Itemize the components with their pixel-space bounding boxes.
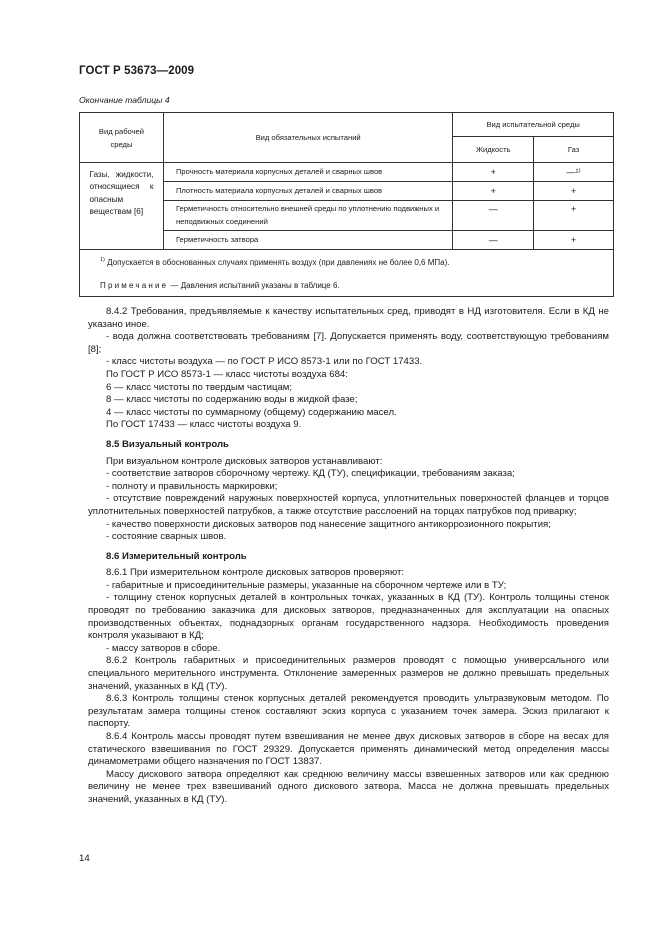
paragraph: - толщину стенок корпусных деталей в контрольных точках, указанных в КД (ТУ). Контроль толщины стенок проводят по требованию заказчика для дисковых затворов, предназначенных для эксплуатации на опасных производственных объектах, поднадзорных органам государственного надзора. Необходимость проведения контроля указывают в КД; xyxy=(88,592,609,642)
table-row-gas: + xyxy=(534,182,614,201)
section-heading: 8.6 Измерительный контроль xyxy=(106,550,247,562)
paragraph: 8.6.2 Контроль габаритных и присоединительных размеров проводят с помощью универсального или специального мерительного инструмента. Отклонение замеренных размеров не должно превышать предельных значений, указанных в КД (ТУ). xyxy=(88,655,609,692)
paragraph: 8 — класс чистоты по содержанию воды в жидкой фазе; xyxy=(106,394,358,406)
header-test-medium: Вид испытательной среды xyxy=(453,113,614,137)
table-row-liquid: + xyxy=(453,182,534,201)
section-heading: 8.5 Визуальный контроль xyxy=(106,438,229,450)
header-tests: Вид обязательных испытаний xyxy=(163,113,452,163)
table-row-gas: —¹⁾ xyxy=(534,163,614,182)
test-media-table xyxy=(79,112,614,297)
paragraph: 6 — класс чистоты по твердым частицам; xyxy=(106,381,293,393)
paragraph: - вода должна соответствовать требованиям [7]. Допускается применять воду, соответствующую требованиям [8]; xyxy=(88,331,609,355)
paragraph: - качество поверхности дисковых затворов под нанесение защитного антикоррозионного покрытия; xyxy=(106,518,551,530)
table-row-liquid: — xyxy=(453,201,534,231)
table-row-test: Плотность материала корпусных деталей и сварных швов xyxy=(163,182,452,201)
paragraph: 8.4.2 Требования, предъявляемые к качеству испытательных сред, приводят в НД изготовителя. Если в КД не указано иное. xyxy=(88,306,609,330)
table-row-test: Герметичность относительно внешней среды по уплотнению подвижных и неподвижных соединений xyxy=(163,201,452,231)
table-row-liquid: + xyxy=(453,163,534,182)
paragraph: - отсутствие повреждений наружных поверхностей корпуса, уплотнительных поверхностей фланцев и торцов уплотнительных поверхностей патрубков, а также отсутствие расслоений на торцах патрубков под приварку; xyxy=(88,493,609,517)
header-gas: Газ xyxy=(534,137,614,163)
table-row-gas: + xyxy=(534,201,614,231)
table-footer xyxy=(80,250,614,297)
paragraph: 8.6.1 При измерительном контроле дисковых затворов проверяют: xyxy=(106,567,405,579)
paragraph: - габаритные и присоединительные размеры, указанные на сборочном чертеже или в ТУ; xyxy=(106,579,507,591)
paragraph: - класс чистоты воздуха — по ГОСТ Р ИСО 8573-1 или по ГОСТ 17433. xyxy=(106,356,423,368)
paragraph: По ГОСТ 17433 — класс чистоты воздуха 9. xyxy=(106,419,302,431)
paragraph: - полноту и правильность маркировки; xyxy=(106,480,278,492)
paragraph: - массу затворов в сборе. xyxy=(106,642,221,654)
body-text xyxy=(88,306,609,807)
paragraph: 4 — класс чистоты по суммарному (общему) содержанию масел. xyxy=(106,406,397,418)
paragraph: - соответствие затворов сборочному чертежу. КД (ТУ), спецификации, требованиям заказа; xyxy=(106,468,515,480)
header-liquid: Жидкость xyxy=(453,137,534,163)
medium-cell: Газы, жидкости, относящиеся к опасным веществам [6] xyxy=(80,163,164,250)
footnote: $^{1)}$ Допускается в обоснованных случаях применять воздух (при давлениях не более 0,6 МПа). xyxy=(100,257,450,267)
table-row-liquid: — xyxy=(453,231,534,250)
table-row-test: Прочность материала корпусных деталей и сварных швов xyxy=(163,163,452,182)
header-medium: Вид рабочей среды xyxy=(80,113,164,163)
table-note: Примечание — Давления испытаний указаны в таблице 6. xyxy=(100,281,340,290)
table-row-gas: + xyxy=(534,231,614,250)
paragraph: При визуальном контроле дисковых затворов устанавливают: xyxy=(106,455,383,467)
paragraph: 8.6.3 Контроль толщины стенок корпусных деталей рекомендуется проводить ультразвуковым методом. По результатам замера толщины стенок составляют эскиз корпуса с указанием точек замера. Эскиз прилагают к паспорту. xyxy=(88,693,609,730)
table-caption: Окончание таблицы 4 xyxy=(79,95,170,105)
paragraph: Массу дискового затвора определяют как среднюю величину массы взвешенных затворов или как среднюю величину не менее трех взвешиваний одного дискового затвора. Масса не должна превышать предельных значений, указанных в КД (ТУ). xyxy=(88,768,609,805)
paragraph: - состояние сварных швов. xyxy=(106,531,227,543)
page-number: 14 xyxy=(79,853,90,864)
table-row-test: Герметичность затвора xyxy=(163,231,452,250)
paragraph: По ГОСТ Р ИСО 8573-1 — класс чистоты воздуха 684: xyxy=(106,368,348,380)
standard-header: ГОСТ Р 53673—2009 xyxy=(79,65,195,77)
paragraph: 8.6.4 Контроль массы проводят путем взвешивания не менее двух дисковых затворов в сборе на весах для статического взвешивания по ГОСТ 29329. Допускается применять динамический метод определения массы динамометрами общего назначения по ГОСТ 13837. xyxy=(88,731,609,768)
